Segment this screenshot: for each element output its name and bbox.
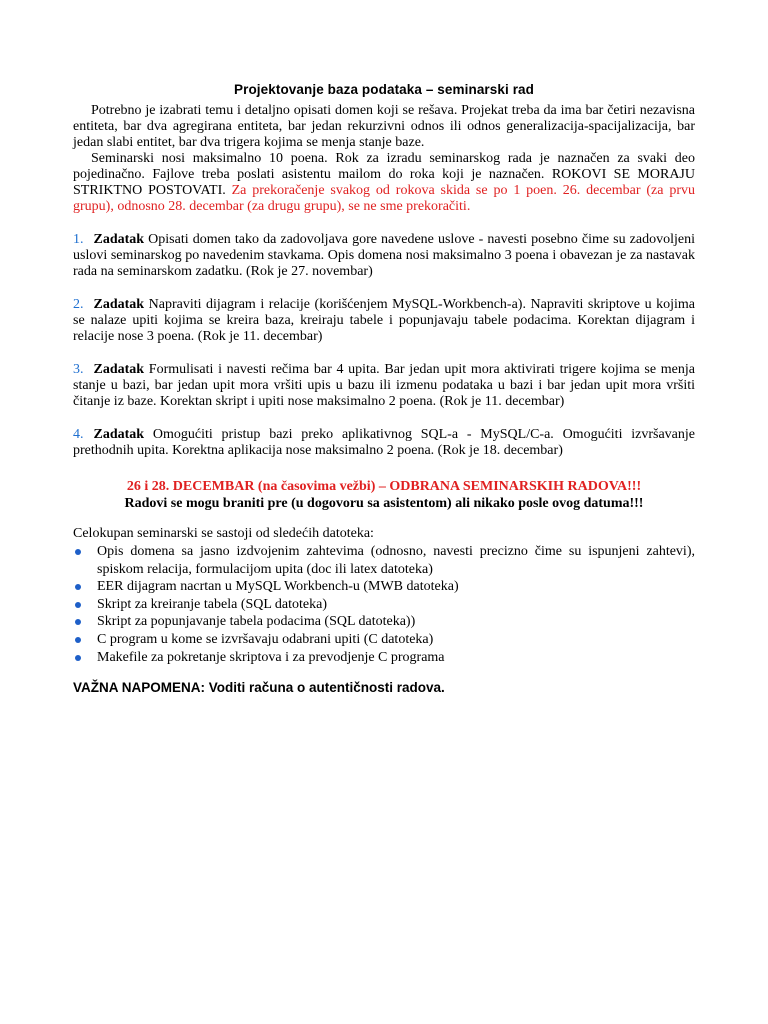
list-item-text: Skript za kreiranje tabela (SQL datoteka) [97,596,327,612]
deadline-warning: Za prekoračenje svakog od rokova skida se po 1 poen. 26. decembar (za prvu grupu), odnosno 28. decembar (za drugu grupu), se ne sme prekoračiti. [73,183,695,214]
task-number: 2. [73,297,84,312]
list-item [73,596,695,614]
task-text: Napraviti dijagram i relacije (korišćenjem MySQL-Workbench-a). Napraviti skriptove u kojima se nalaze upiti kojima se kreira baza, kreiraju tabele i popunjavaju tabele podacima. Korektan dijagram i relacije nose 3 poena. (Rok je 11. decembar) [73,297,695,344]
task-2 [73,297,695,345]
document-title: Projektovanje baza podataka – seminarski rad [233,82,535,97]
list-item [73,578,695,596]
bullet-icon [75,619,81,625]
intro-paragraph-1: Potrebno je izabrati temu i detaljno opisati domen koji se rešava. Projekat treba da ima bar četiri nezavisna entiteta, bar dva agregirana entiteta, bar jedan rekurzivni odnos ili odnos generalizacija-spacijalizacija, bar jedan slabi entitet, bar dva trigera kojima se menja stanje baze. [73,103,695,150]
document-page [73,82,695,695]
bullet-icon [75,655,81,661]
files-list [73,543,695,666]
task-1 [73,232,695,280]
task-number: 3. [73,362,84,377]
important-note: VAŽNA NAPOMENA: Voditi računa o autentičnosti radova. [73,680,445,696]
task-label: Zadatak [93,297,145,312]
bullet-icon [75,602,81,608]
task-text: Opisati domen tako da zadovoljava gore navedene uslove - navesti posebno čime su zadovoljeni uslovi seminarskog po navedenim stavkama. Opis domena nosi maksimalno 3 poena i obavezan je za nastavak rada na seminarskom zadatku. (Rok je 27. novembar) [73,232,695,279]
list-item [73,543,695,578]
task-number: 4. [73,427,84,442]
task-text: Formulisati i navesti rečima bar 4 upita. Bar jedan upit mora aktivirati trigere kojima se menja stanje u bazi, bar jedan upit mora vršiti upis u bazu ili izmenu podataka u bazi i bar jedan upit mora vršiti čitanje iz baze. Korektan skript i upiti nose maksimalno 2 poena. (Rok je 11. decembar) [73,362,695,409]
intro-paragraph-2 [73,151,695,215]
task-3 [73,362,695,410]
task-number: 1. [73,232,84,247]
bullet-icon [75,549,81,555]
bullet-icon [75,637,81,643]
task-4 [73,427,695,459]
intro-paragraph-2-text: Seminarski nosi maksimalno 10 poena. Rok za izradu seminarskog rada je naznačen za svaki deo pojedinačno. Fajlove treba poslati asistentu mailom do roka koji je naznačen. ROKOVI SE MORAJU STRIKTNO POSTOVATI. [73,151,695,198]
list-item-text: Opis domena sa jasno izdvojenim zahtevima (odnosno, navesti precizno čime su ispunjeni zahtevi), spiskom relacija, formulacijom upita (doc ili latex datoteka) [97,544,695,577]
list-item [73,649,695,667]
defense-notice [73,478,695,512]
bullet-icon [75,584,81,590]
list-item [73,613,695,631]
defense-rule-line: Radovi se mogu braniti pre (u dogovoru sa asistentom) ali nikako posle ovog datuma!!! [124,496,644,511]
task-label: Zadatak [93,427,145,442]
list-item-text: Makefile za pokretanje skriptova i za prevodjenje C programa [97,649,445,665]
list-item-text: C program u kome se izvršavaju odabrani upiti (C datoteka) [97,631,434,647]
list-item [73,631,695,649]
list-item-text: EER dijagram nacrtan u MySQL Workbench-u (MWB datoteka) [97,579,459,595]
defense-date-line: 26 i 28. DECEMBAR (na časovima vežbi) – ODBRANA SEMINARSKIH RADOVA!!! [126,479,642,494]
task-label: Zadatak [93,362,145,377]
task-label: Zadatak [93,232,145,247]
files-intro: Celokupan seminarski se sastoji od sledećih datoteka: [73,526,374,541]
list-item-text: Skript za popunjavanje tabela podacima (SQL datoteka)) [97,614,416,630]
task-text: Omogućiti pristup bazi preko aplikativnog SQL-a - MySQL/C-a. Omogućiti izvršavanje prethodnih upita. Korektna aplikacija nose maksimalno 2 poena. (Rok je 18. decembar) [73,427,695,458]
